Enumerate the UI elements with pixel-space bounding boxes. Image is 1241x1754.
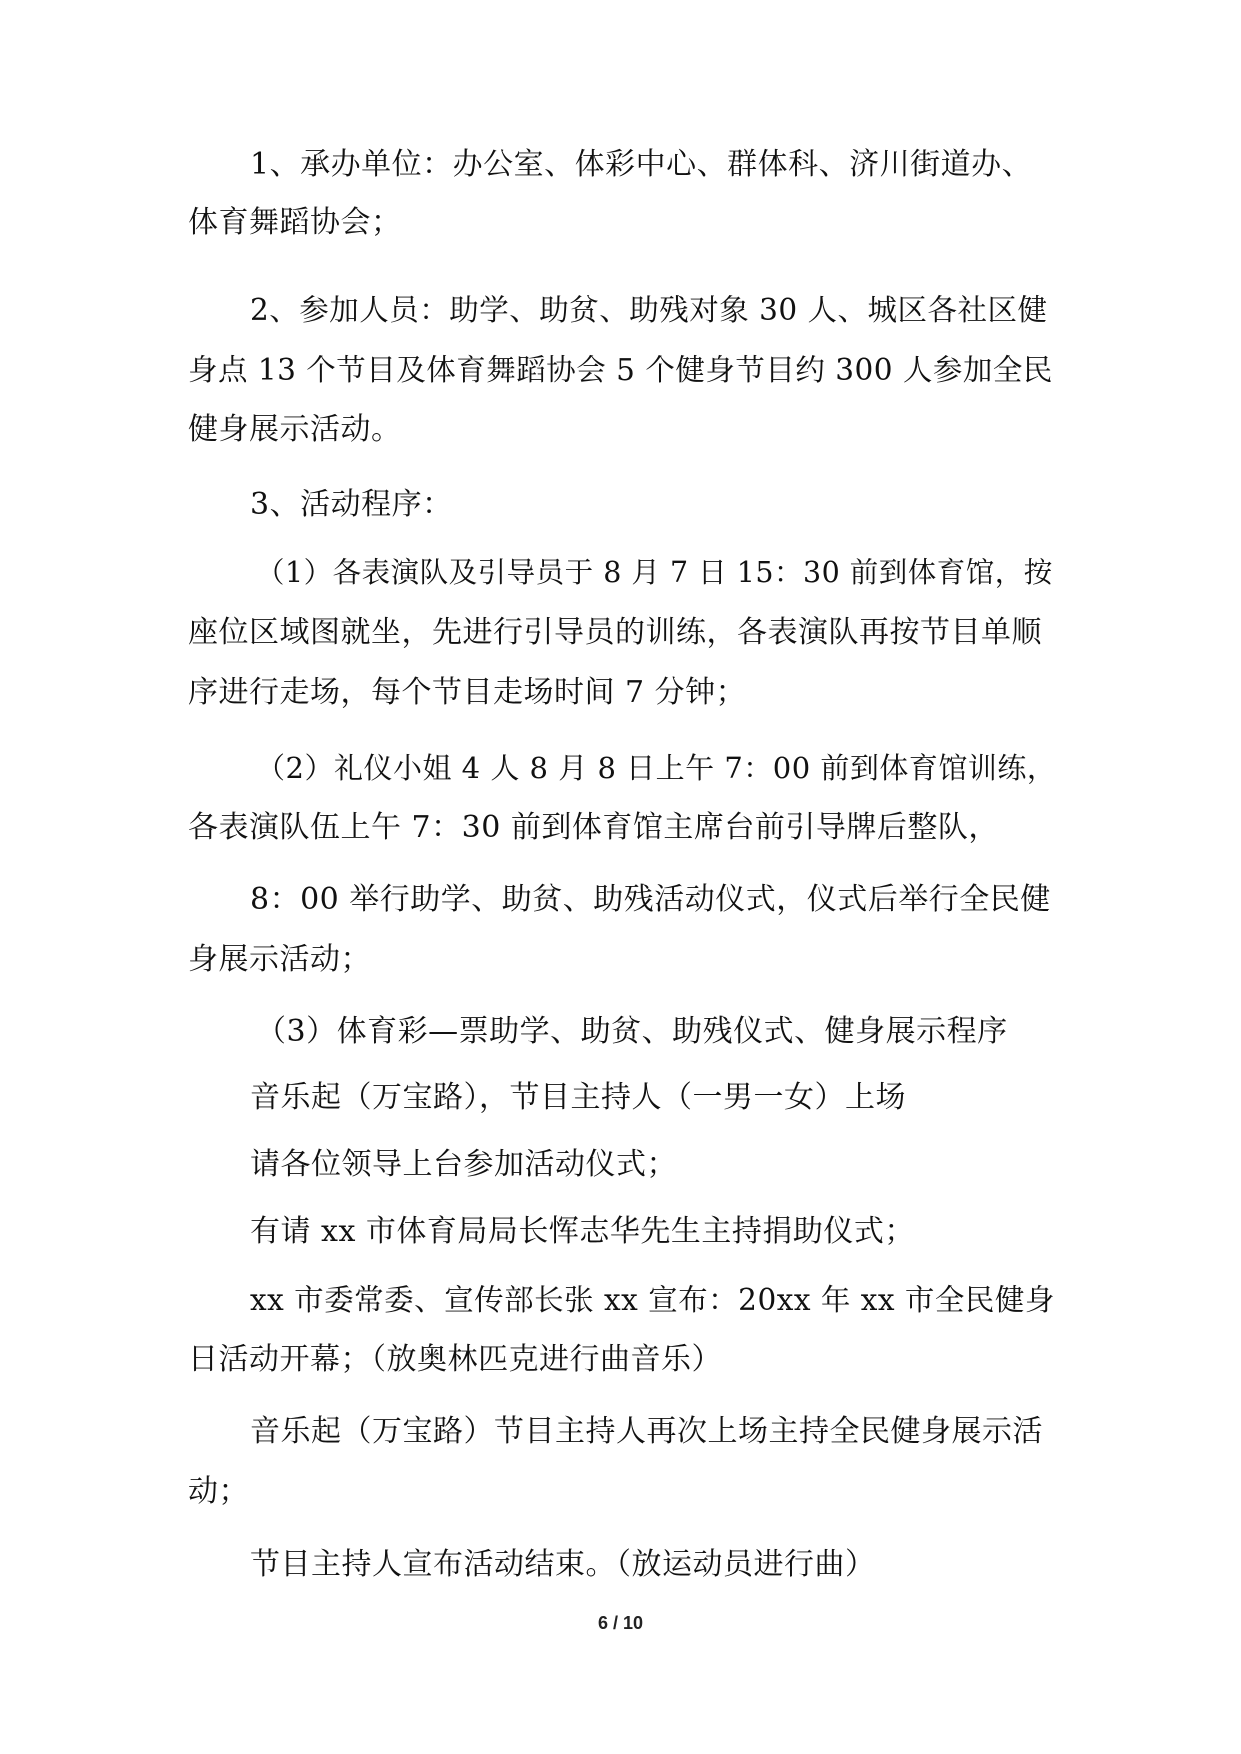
paragraph-line: 节目主持人宣布活动结束。（放运动员进行曲） <box>250 1547 876 1582</box>
paragraph-line: 身点 13 个节目及体育舞蹈协会 5 个健身节目约 300 人参加全民 <box>188 353 1053 387</box>
paragraph-line: 有请 xx 市体育局局长恽志华先生主持捐助仪式； <box>250 1214 915 1249</box>
paragraph-line: 请各位领导上台参加活动仪式； <box>250 1147 677 1182</box>
paragraph-line: 2、参加人员：助学、助贫、助残对象 30 人、城区各社区健 <box>250 293 1048 327</box>
paragraph-line: （2）礼仪小姐 4 人 8 月 8 日上午 7：00 前到体育馆训练， <box>256 751 1057 785</box>
paragraph-line: 各表演队伍上午 7：30 前到体育馆主席台前引导牌后整队， <box>188 810 999 845</box>
paragraph-line: 健身展示活动。 <box>188 412 402 447</box>
paragraph-line: 3、活动程序： <box>250 487 453 522</box>
paragraph-line: 音乐起（万宝路）节目主持人再次上场主持全民健身展示活 <box>250 1414 1043 1449</box>
paragraph-line: 音乐起（万宝路），节目主持人（一男一女）上场 <box>250 1080 906 1115</box>
paragraph-line: 1、承办单位：办公室、体彩中心、群体科、济川街道办、 <box>250 147 1033 182</box>
paragraph-line: xx 市委常委、宣传部长张 xx 宣布：20xx 年 xx 市全民健身 <box>250 1283 1055 1317</box>
paragraph-line: 动； <box>188 1474 249 1509</box>
paragraph-line: 日活动开幕；（放奥林匹克进行曲音乐） <box>188 1342 722 1377</box>
paragraph-line: 8：00 举行助学、助贫、助残活动仪式，仪式后举行全民健 <box>250 882 1051 917</box>
paragraph-line: （1）各表演队及引导员于 8 月 7 日 15：30 前到体育馆，按 <box>256 556 1053 589</box>
paragraph-line: 体育舞蹈协会； <box>188 205 402 240</box>
paragraph-line: （3）体育彩—票助学、助贫、助残仪式、健身展示程序 <box>256 1014 1008 1049</box>
paragraph-line: 身展示活动； <box>188 942 371 977</box>
paragraph-line: 序进行走场，每个节目走场时间 7 分钟； <box>188 675 747 710</box>
page-number: 6 / 10 <box>597 1613 644 1633</box>
paragraph-line: 座位区域图就坐，先进行引导员的训练，各表演队再按节目单顺 <box>188 615 1042 650</box>
